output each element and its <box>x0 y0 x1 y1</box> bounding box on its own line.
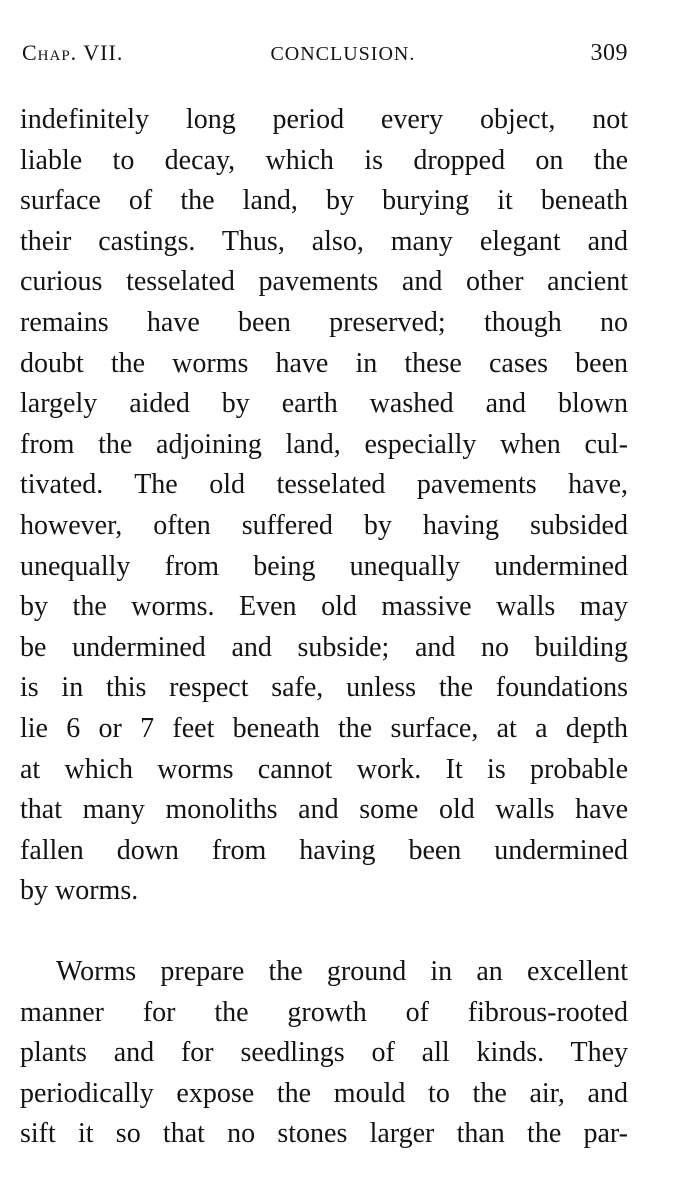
text-line: by the worms. Even old massive walls may <box>20 591 628 623</box>
text-line: fallen down from having been undermined <box>20 834 628 866</box>
text-line: indefinitely long period every object, not <box>20 104 628 135</box>
text-line: that many monoliths and some old walls have <box>20 794 628 826</box>
text-line: at which worms cannot work. It is probable <box>20 753 628 785</box>
text-line: doubt the worms have in these cases been <box>20 347 628 379</box>
text-line: liable to decay, which is dropped on the <box>20 144 628 176</box>
text-line: be undermined and subside; and no building <box>20 631 628 663</box>
text-line: is in this respect safe, unless the foundations <box>20 672 628 704</box>
text-line: from the adjoining land, especially when cul- <box>20 428 628 460</box>
text-line: largely aided by earth washed and blown <box>20 388 628 420</box>
text-line: tivated. The old tesselated pavements have, <box>20 469 628 501</box>
text-line: surface of the land, by burying it beneath <box>20 185 628 217</box>
paragraph-1 <box>20 100 628 912</box>
text-line: periodically expose the mould to the air, and <box>20 1077 628 1109</box>
text-line: their castings. Thus, also, many elegant and <box>20 225 628 257</box>
text-line: unequally from being unequally undermined <box>20 550 628 582</box>
paragraph-2 <box>20 952 628 1155</box>
page-number: 309 <box>590 40 628 66</box>
text-line: Worms prepare the ground in an excellent <box>56 956 628 987</box>
text-line: sift it so that no stones larger than the par- <box>20 1118 628 1150</box>
text-line: remains have been preserved; though no <box>20 306 628 338</box>
text-line: however, often suffered by having subsided <box>20 509 628 541</box>
text-line: plants and for seedlings of all kinds. They <box>20 1037 628 1069</box>
running-head <box>22 40 628 72</box>
text-line: by worms. <box>20 875 139 907</box>
chapter-label: Chap. VII. <box>22 40 124 65</box>
chapter-title: CONCLUSION. <box>270 43 416 65</box>
text-line: manner for the growth of fibrous-rooted <box>20 996 628 1028</box>
text-line: curious tesselated pavements and other ancient <box>20 266 628 298</box>
text-line: lie 6 or 7 feet beneath the surface, at a depth <box>20 712 628 744</box>
